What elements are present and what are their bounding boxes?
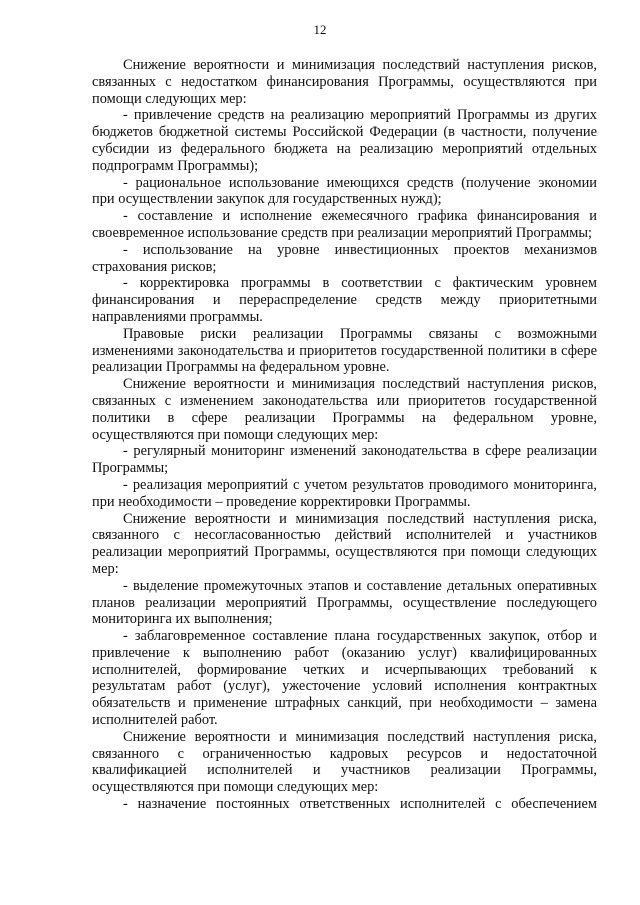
paragraph-legislation-risk-intro: Снижение вероятности и минимизация последствий наступления рисков, связанных с изменением законодательства или приоритетов государственной политики в сфере реализации Программы на федеральном уровне, осуществляются при помощи следующих мер: [92,376,597,443]
paragraph-coordination-risk-intro: Снижение вероятности и минимизация последствий наступления риска, связанного с несогласованностью действий исполнителей и участников реализации мероприятий Программы, осуществляются при помощи следующих мер: [92,510,597,577]
paragraph-staff-risk-intro: Снижение вероятности и минимизация последствий наступления риска, связанного с ограниченностью кадровых ресурсов и недостаточной квалификацией исполнителей и участников реализации Программы, осуществляются при помощи следующих мер: [92,728,597,796]
document-body [92,57,597,813]
paragraph-legal-risks: Правовые риски реализации Программы связаны с возможными изменениями законодательства и приоритетов государственной политики в сфере реализации Программы на федеральном уровне. [92,325,597,376]
paragraph-regular-monitoring: - регулярный мониторинг изменений законодательства в сфере реализации Программы; [92,443,597,477]
paragraph-program-adjustment: - корректировка программы в соответствии с фактическим уровнем финансирования и перераспределение средств между приоритетными направлениями программы. [92,275,597,325]
paragraph-attract-funds: - привлечение средств на реализацию мероприятий Программы из других бюджетов бюджетной системы Российской Федерации (в частности, получение субсидии из федерального бюджета на реализацию мероприятий отдельных подпрограмм Программы); [92,107,597,174]
paragraph-financing-risk-intro: Снижение вероятности и минимизация последствий наступления рисков, связанных с недостатком финансирования Программы, осуществляются при помощи следующих мер: [92,57,597,107]
paragraph-permanent-executors: - назначение постоянных ответственных исполнителей с обеспечением [123,796,597,813]
paragraph-rational-use: - рациональное использование имеющихся средств (получение экономии при осуществлении закупок для государственных нужд); [92,174,597,208]
paragraph-intermediate-stages: - выделение промежуточных этапов и составление детальных оперативных планов реализации мероприятий Программы, осуществление последующего мониторинга их выполнения; [92,577,597,628]
paragraph-monitoring-results: - реализация мероприятий с учетом результатов проводимого мониторинга, при необходимости – проведение корректировки Программы. [92,476,597,510]
paragraph-risk-insurance: - использование на уровне инвестиционных проектов механизмов страхования рисков; [92,241,597,275]
paragraph-procurement-plan: - заблаговременное составление плана государственных закупок, отбор и привлечение к выполнению работ (оказанию услуг) квалифицированных исполнителей, формирование четких и исчерпывающих требований к результатам работ (услуг), ужесточение условий исполнения контрактных обязательств и применение штрафных санкций, при необходимости – замена исполнителей работ. [92,628,597,729]
page-number: 12 [313,22,327,37]
paragraph-monthly-schedule: - составление и исполнение ежемесячного графика финансирования и своевременное использование средств при реализации мероприятий Программы; [92,208,597,241]
